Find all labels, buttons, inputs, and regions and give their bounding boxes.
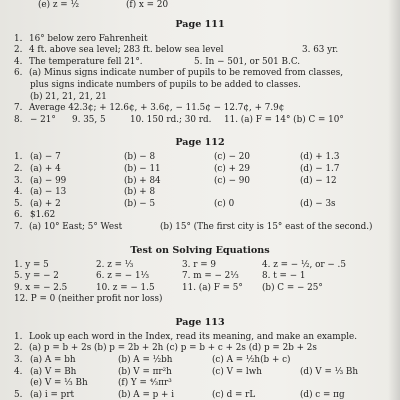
answer-key (14, 0, 386, 400)
answer-line: 2. (a) p = b + 2s (b) p = 2b + 2h (c) p = b + c + 2s (d) p = 2b + 2s (14, 343, 317, 354)
answer-line: 9. x = − 2.5 10. z = − 1.5 11. (a) F = 5° (b) C = − 25° (14, 282, 323, 293)
answer-line: 8. − 21° 9. 35, 5 10. 150 rd.; 30 rd. 11. (a) F = 14° (b) C = 10° (14, 114, 344, 125)
section-heading-page-112: Page 112 (175, 137, 225, 149)
answer-line: 6. (a) Minus signs indicate number of pupils to be removed from classes, (14, 68, 343, 79)
answer-line: 1. 16° below zero Fahrenheit (14, 33, 148, 44)
answer-line: 12. P = 0 (neither profit nor loss) (14, 294, 163, 305)
answer-line: 1. y = 5 2. z = ⅓ 3. r = 9 4. z = − ½, or − .5 (14, 259, 346, 270)
section-heading-page-111: Page 111 (175, 18, 225, 30)
answer-line: 4. The temperature fell 21°. 5. In − 501, or 501 B.C. (14, 56, 301, 67)
answer-line: 2. (a) + 4 (b) − 11 (c) + 29 (d) − 1.7 (14, 163, 340, 174)
answer-e: (e) z = ½ (38, 0, 79, 10)
answer-line-continued: plus signs indicate numbers of pupils to be added to classes. (30, 79, 301, 90)
section-heading-test: Test on Solving Equations (130, 244, 270, 256)
answer-line: (e) V = ⅓ Bh (f) Y = ⁴⁄₃πr³ (30, 378, 172, 389)
partial-answer-row (14, 0, 386, 12)
answer-line: 1. (a) − 7 (b) − 8 (c) − 20 (d) + 1.3 (14, 152, 340, 163)
answer-line: 5. y = − 2 6. z = − 1⅓ 7. m = − 2⅓ 8. t = − 1 (14, 271, 306, 282)
answer-line: 5. (a) + 2 (b) − 5 (c) 0 (d) − 3s (14, 198, 336, 209)
answer-line: 7. Average 42.3¢; + 12.6¢, + 3.6¢, − 11.5¢ − 12.7¢, + 7.9¢ (14, 103, 285, 114)
answer-line: 6. $1.62 (14, 210, 56, 221)
answer-line: 1. Look up each word in the Index, read its meaning, and make an example. (14, 331, 358, 342)
answer-line: 3. (a) − 99 (b) + 84 (c) − 90 (d) − 12 (14, 175, 337, 186)
answer-line: 7. (a) 10° East; 5° West (b) 15° (The first city is 15° east of the second.) (14, 221, 373, 232)
answer-line: 3. (a) A = bh (b) A = ½bh (c) A = ½h(b + c) (14, 355, 291, 366)
answer-line: 5. (a) i = prt (b) A = p + i (c) d = rL (d) c = πg (14, 389, 345, 400)
answer-f: (f) x = 20 (126, 0, 169, 10)
page-spine-shadow (388, 0, 400, 400)
answer-line: 4. (a) V = Bh (b) V = πr²h (c) V = lwh (d) V = ⅓ Bh (14, 366, 359, 377)
section-heading-page-113: Page 113 (175, 316, 225, 328)
answer-line-continued: (b) 21, 21, 21, 21 (30, 91, 107, 102)
answer-line: 2. 4 ft. above sea level; 283 ft. below sea level 3. 63 yr. (14, 45, 339, 56)
answer-line: 4. (a) − 13 (b) + 8 (14, 187, 156, 198)
